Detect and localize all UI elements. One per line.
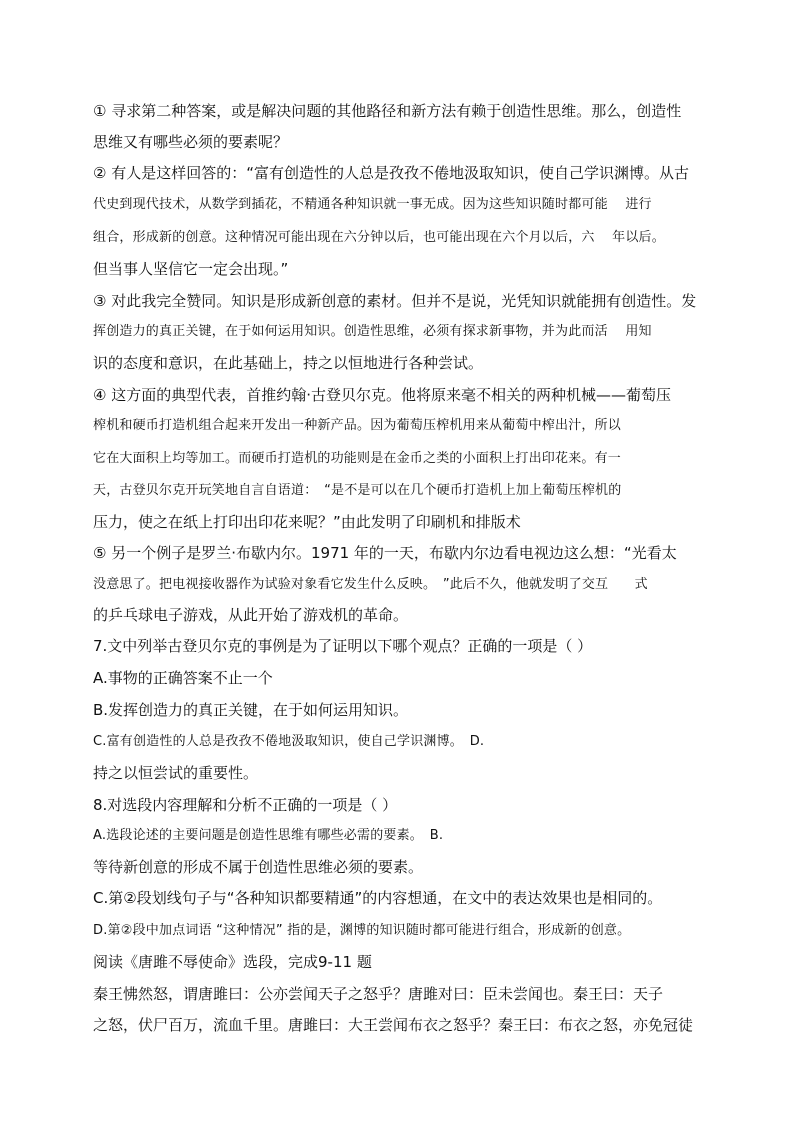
classical-text-line1: 秦王怫然怒，谓唐雎曰：公亦尝闻天子之怒乎？唐雎对曰：臣未尝闻也。秦王曰：天子 bbox=[93, 985, 664, 1003]
question-7-option-b: B.发挥创造力的真正关键，在于如何运用知识。 bbox=[93, 701, 409, 719]
passage-p2-line4: 但当事人坚信它一定会出现。” bbox=[93, 260, 289, 278]
question-7-stem: 7.文中列举古登贝尔克的事例是为了证明以下哪个观点？正确的一项是（ ） bbox=[93, 637, 593, 655]
passage-p2-line3: 组合，形成新的创意。这种情况可能出现在六分钟以后，也可能出现在六个月以后，六 年以后。 bbox=[93, 230, 665, 245]
passage-p1-line1: ① 寻求第二种答案，或是解决问题的其他路径和新方法有赖于创造性思维。那么，创造性 bbox=[93, 102, 682, 120]
passage-p1-line2: 思维又有哪些必须的要素呢？ bbox=[93, 133, 289, 151]
reading-intro: 阅读《唐雎不辱使命》选段，完成9-11 题 bbox=[93, 953, 372, 971]
passage-p4-line1: ④ 这方面的典型代表，首推约翰·古登贝尔克。他将原来毫不相关的两种机械——葡萄压 bbox=[93, 386, 671, 404]
question-8-option-a: A.选段论述的主要问题是创造性思维有哪些必需的要素。 B. bbox=[93, 828, 444, 843]
question-7-option-d: 持之以恒尝试的重要性。 bbox=[93, 764, 259, 782]
passage-p3-line1: ③ 对此我完全赞同。知识是形成新创意的素材。但并不是说，光凭知识就能拥有创造性。发 bbox=[93, 292, 697, 310]
classical-text-line2: 之怒，伏尸百万，流血千里。唐雎曰：大王尝闻布衣之怒乎？秦王曰：布衣之怒，亦免冠徒 bbox=[93, 1016, 694, 1034]
passage-p3-line3: 识的态度和意识，在此基础上，持之以恒地进行各种尝试。 bbox=[93, 354, 484, 372]
question-8-option-b: 等待新创意的形成不属于创造性思维必须的要素。 bbox=[93, 858, 424, 876]
passage-p5-line1: ⑤ 另一个例子是罗兰·布歇内尔。1971 年的一天，布歇内尔边看电视边这么想：“光看太 bbox=[93, 544, 677, 562]
question-7-option-c: C.富有创造性的人总是孜孜不倦地汲取知识，使自己学识渊博。 D. bbox=[93, 734, 485, 749]
passage-p5-line2: 没意思了。把电视接收器作为试验对象看它发生什么反映。 ”此后不久，他就发明了交互 式 bbox=[93, 577, 648, 592]
passage-p5-line3: 的乒乓球电子游戏，从此开始了游戏机的革命。 bbox=[93, 606, 409, 624]
passage-p4-line5: 压力，使之在纸上打印出印花来呢？”由此发明了印刷机和排版术 bbox=[93, 513, 521, 531]
question-8-stem: 8.对选段内容理解和分析不正确的一项是（ ） bbox=[93, 796, 398, 814]
passage-p4-line4: 天，古登贝尔克开玩笑地自言自语道： “是不是可以在几个硬币打造机上加上葡萄压榨机的 bbox=[93, 483, 622, 498]
passage-p3-line2: 挥创造力的真正关键，在于如何运用知识。创造性思维，必须有探求新事物，并为此而活 用知 bbox=[93, 324, 652, 339]
passage-p4-line2: 榨机和硬币打造机组合起来开发出一种新产品。因为葡萄压榨机用来从葡萄中榨出汁，所以 bbox=[93, 418, 622, 433]
passage-p4-line3: 它在大面积上均等加工。而硬币打造机的功能则是在金币之类的小面积上打出印花来。有一 bbox=[93, 451, 622, 466]
passage-p2-line2: 代史到现代技术，从数学到插花，不精通各种知识就一事无成。因为这些知识随时都可能 进行 bbox=[93, 197, 652, 212]
question-7-option-a: A.事物的正确答案不止一个 bbox=[93, 669, 273, 687]
question-8-option-d: D.第②段中加点词语 “这种情况” 指的是，渊博的知识随时都可能进行组合，形成新的创意。 bbox=[93, 923, 631, 938]
passage-p2-line1: ② 有人是这样回答的：“富有创造性的人总是孜孜不倦地汲取知识，使自己学识渊博。从古 bbox=[93, 164, 689, 182]
question-8-option-c: C.第②段划线句子与“各种知识都要精通”的内容想通，在文中的表达效果也是相同的。 bbox=[93, 889, 663, 907]
